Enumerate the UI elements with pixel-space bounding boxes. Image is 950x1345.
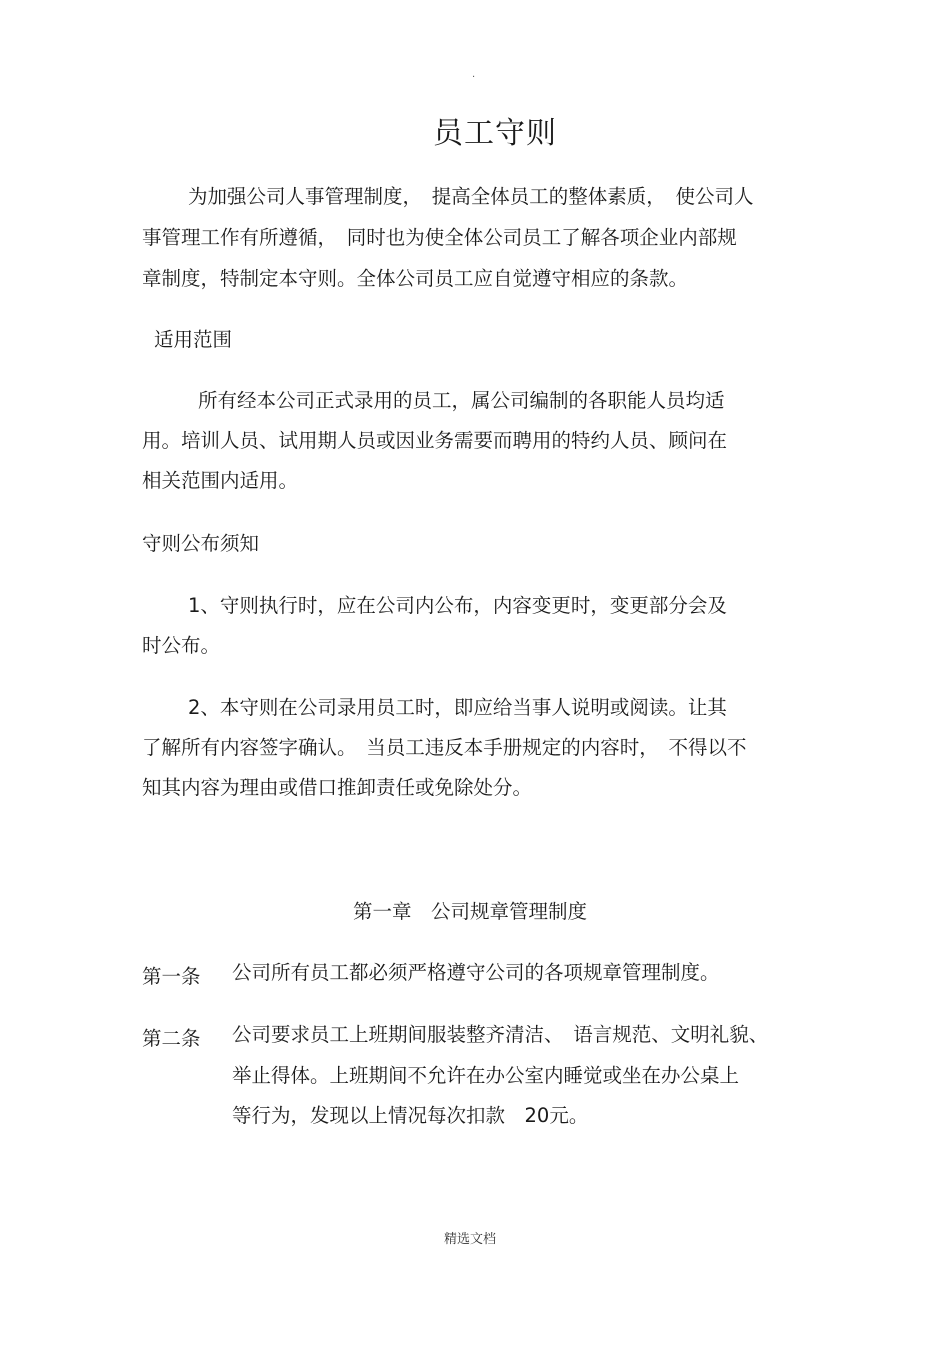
- page-footer: 精选文档: [443, 1232, 496, 1247]
- intro-line: 事管理工作有所遵循， 同时也为使全体公司员工了解各项企业内部规: [142, 226, 737, 249]
- scope-line: 用。培训人员、试用期人员或因业务需要而聘用的特约人员、顾问在: [142, 429, 728, 452]
- notice-line: 时公布。: [142, 634, 221, 657]
- chapter-title: 第一章 公司规章管理制度: [352, 900, 587, 923]
- notice-line: 1、守则执行时，应在公司内公布，内容变更时，变更部分会及: [188, 594, 727, 617]
- scope-line: 所有经本公司正式录用的员工，属公司编制的各职能人员均适: [198, 389, 725, 412]
- intro-line: 为加强公司人事管理制度， 提高全体员工的整体素质， 使公司人: [188, 185, 754, 208]
- notice-line: 知其内容为理由或借口推卸责任或免除处分。: [142, 776, 533, 799]
- article-label: 第一条: [142, 965, 201, 988]
- article-line: 公司要求员工上班期间服装整齐清洁、 语言规范、文明礼貌、: [232, 1023, 769, 1046]
- article-line: 公司所有员工都必须严格遵守公司的各项规章管理制度。: [232, 961, 720, 984]
- scope-line: 相关范围内适用。: [142, 469, 299, 492]
- article-line: 举止得体。上班期间不允许在办公室内睡觉或坐在办公桌上: [232, 1064, 740, 1087]
- scope-heading: 适用范围: [154, 328, 233, 351]
- article-line: 等行为，发现以上情况每次扣款 20元。: [232, 1104, 589, 1127]
- intro-line: 章制度，特制定本守则。全体公司员工应自觉遵守相应的条款。: [142, 267, 689, 290]
- notice-heading: 守则公布须知: [142, 532, 260, 555]
- notice-line: 了解所有内容签字确认。 当员工违反本手册规定的内容时， 不得以不: [142, 736, 747, 759]
- article-label: 第二条: [142, 1027, 201, 1050]
- document-title: 员工守则: [433, 116, 557, 151]
- header-mark: ·: [472, 72, 476, 83]
- notice-line: 2、本守则在公司录用员工时，即应给当事人说明或阅读。让其: [188, 696, 727, 719]
